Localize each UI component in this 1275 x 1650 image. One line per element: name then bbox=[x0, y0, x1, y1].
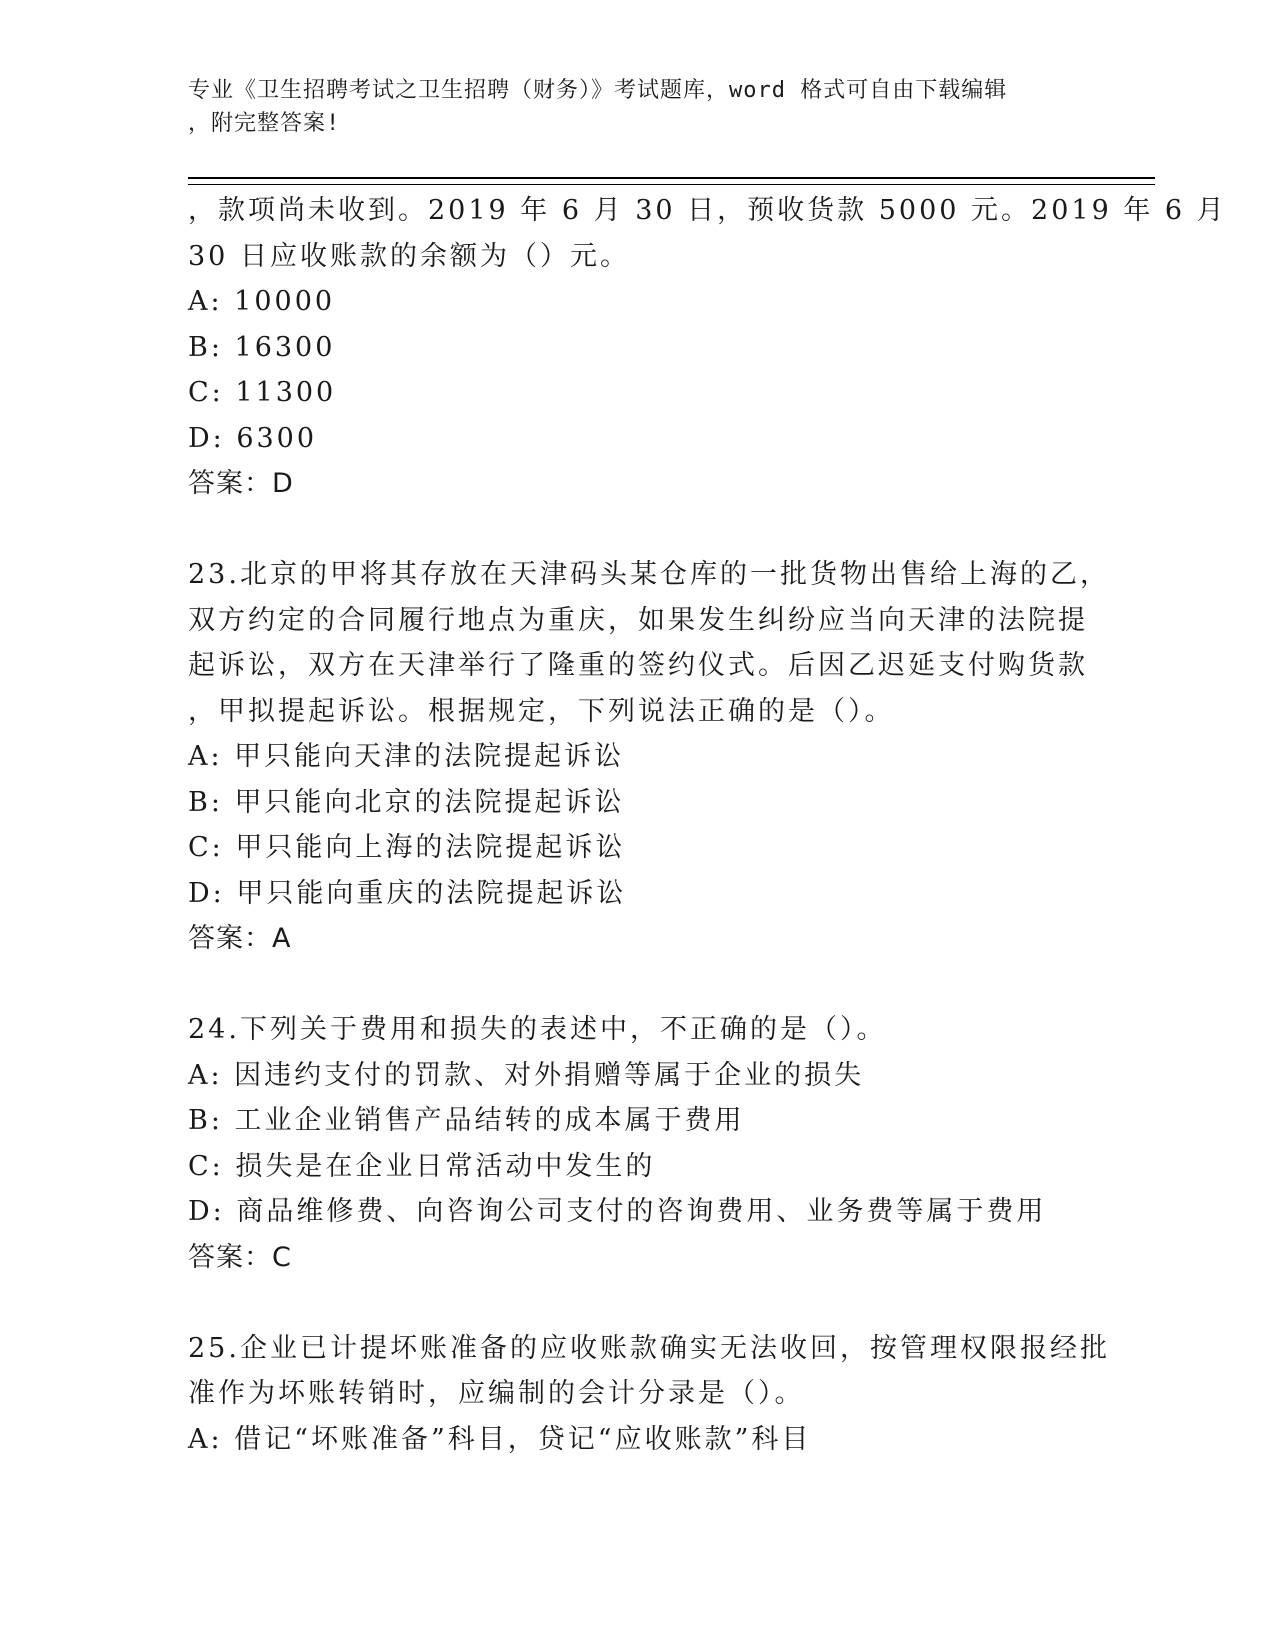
option-d: D: 6300 bbox=[188, 422, 318, 454]
option-b: B: 工业企业销售产品结转的成本属于费用 bbox=[188, 1105, 745, 1136]
question-text-line: 准作为坏账转销时，应编制的会计分录是（）。 bbox=[188, 1378, 805, 1409]
option-a: A: 甲只能向天津的法院提起诉讼 bbox=[188, 741, 625, 772]
header-divider-thick bbox=[188, 177, 1155, 179]
option-d: D: 甲只能向重庆的法院提起诉讼 bbox=[188, 877, 627, 909]
header-line-1: 专业《卫生招聘考试之卫生招聘（财务）》考试题库，word 格式可自由下载编辑 bbox=[188, 78, 1008, 103]
option-c: C: 损失是在企业日常活动中发生的 bbox=[188, 1150, 656, 1182]
question-22 bbox=[188, 188, 1227, 507]
spacer bbox=[188, 507, 1088, 553]
spacer bbox=[188, 962, 1088, 1008]
option-a: A: 借记“坏账准备”科目，贷记“应收账款”科目 bbox=[188, 1423, 812, 1455]
question-text-line: 起诉讼，双方在天津举行了隆重的签约仪式。后因乙迟延支付购货款 bbox=[188, 650, 1088, 681]
option-b: B: 甲只能向北京的法院提起诉讼 bbox=[188, 786, 625, 818]
answer-line: 答案：A bbox=[188, 923, 292, 954]
option-c: C: 甲只能向上海的法院提起诉讼 bbox=[188, 832, 626, 863]
answer-line: 答案：D bbox=[188, 468, 294, 499]
question-text-line: 24.下列关于费用和损失的表述中，不正确的是（）。 bbox=[188, 1014, 887, 1045]
header-divider-thin bbox=[188, 184, 1155, 185]
option-b: B: 16300 bbox=[188, 331, 336, 363]
question-text-line: ，款项尚未收到。2019 年 6 月 30 日，预收货款 5000 元。2019 年 6 月 bbox=[188, 195, 1227, 226]
answer-line: 答案：C bbox=[188, 1241, 292, 1273]
question-text-line: 30 日应收账款的余额为（）元。 bbox=[188, 240, 630, 272]
question-text-line: ，甲拟提起诉讼。根据规定，下列说法正确的是（）。 bbox=[188, 695, 895, 727]
option-a: A: 10000 bbox=[188, 286, 336, 317]
page-header bbox=[188, 74, 1088, 140]
question-list bbox=[188, 188, 1227, 1462]
question-24 bbox=[188, 1007, 1088, 1280]
header-line-2: ，附完整答案! bbox=[188, 111, 341, 136]
option-d: D: 商品维修费、向咨询公司支付的咨询费用、业务费等属于费用 bbox=[188, 1196, 1047, 1227]
question-23 bbox=[188, 552, 1110, 962]
question-text-line: 23.北京的甲将其存放在天津码头某仓库的一批货物出售给上海的乙， bbox=[188, 559, 1110, 590]
spacer bbox=[188, 1280, 1088, 1326]
question-25 bbox=[188, 1326, 1110, 1463]
option-c: C: 11300 bbox=[188, 377, 337, 408]
question-text-line: 25.企业已计提坏账准备的应收账款确实无法收回，按管理权限报经批 bbox=[188, 1332, 1110, 1364]
question-text-line: 双方约定的合同履行地点为重庆，如果发生纠纷应当向天津的法院提 bbox=[188, 604, 1088, 636]
option-a: A: 因违约支付的罚款、对外捐赠等属于企业的损失 bbox=[188, 1059, 865, 1091]
